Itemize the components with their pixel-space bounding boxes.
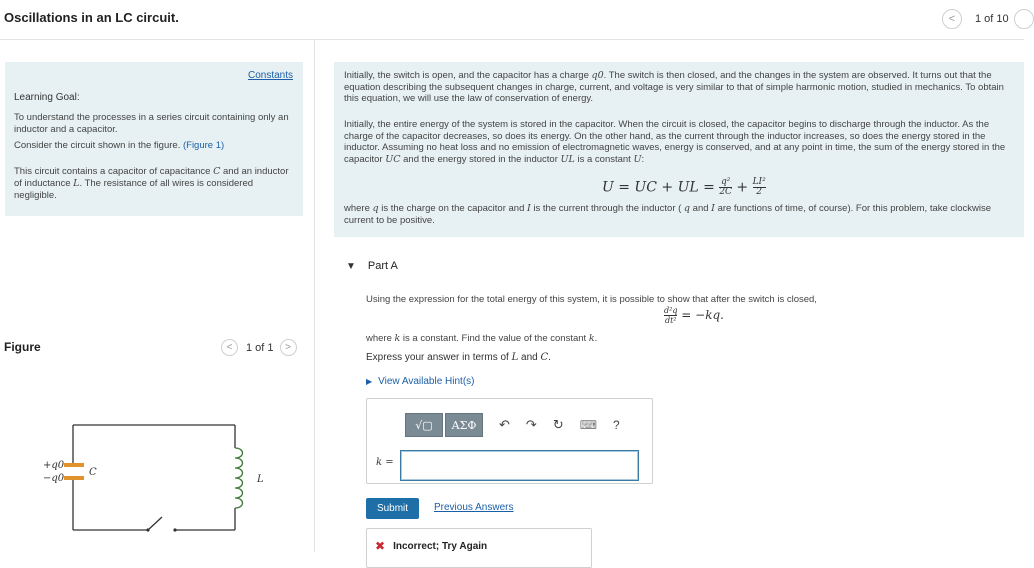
chevron-right-icon: > bbox=[285, 342, 291, 353]
part-a-toggle[interactable] bbox=[346, 260, 398, 272]
item-count: 1 of 10 bbox=[975, 13, 1009, 25]
energy-formula: U = UC + UL = $\frac{\text{q²}}{2C}$ + $\frac{\text{LI²}}{2}$ bbox=[602, 177, 766, 197]
capacitor-plate-top bbox=[64, 463, 84, 467]
intro-paragraph-2: Initially, the entire energy of the system is stored in the capacitor. When the circuit is closed, the capacitor begins to discharge through the inductor. As the charge of the capacitor decreases, so does its energy. On the other hand, as the current through the inductor increases, so does the energy stored in the inductor. Assuming no heat loss and no emission of electromagnetic waves, energy is conserved, and at any point in time, the sum of the energy stored in the capacitor UC and the energy stored in the inductor UL is a constant U: bbox=[344, 119, 1006, 165]
part-a-label: Part A bbox=[367, 260, 398, 272]
item-pager bbox=[942, 9, 1009, 29]
capacitor-label: C bbox=[89, 467, 97, 478]
constants-link[interactable]: Constants bbox=[247, 70, 293, 81]
switch-lever bbox=[148, 517, 162, 530]
figure-next-button[interactable] bbox=[280, 339, 297, 356]
view-hints-link[interactable]: ▶ View Available Hint(s) bbox=[366, 376, 475, 387]
answer-box bbox=[366, 398, 653, 484]
capacitor-plate-bottom bbox=[64, 476, 84, 480]
answer-input[interactable] bbox=[400, 450, 639, 481]
minus-q0-label: −q0 bbox=[43, 473, 65, 484]
question-text-1: Using the expression for the total energy of this system, it is possible to show that after the switch is closed, bbox=[366, 294, 817, 305]
templates-button[interactable]: √▢ bbox=[405, 413, 443, 437]
top-bar bbox=[0, 0, 1024, 40]
main-panel bbox=[316, 40, 1024, 552]
keyboard-icon[interactable]: ⌨ bbox=[579, 418, 598, 432]
lc-circuit-diagram bbox=[40, 420, 264, 540]
goal-text: To understand the processes in a series circuit containing only an inductor and a capacitor. bbox=[14, 112, 289, 135]
figure-prev-button[interactable] bbox=[221, 339, 238, 356]
greek-symbols-button[interactable]: ΑΣΦ bbox=[445, 413, 483, 437]
differential-equation: $\frac{\text{d²q}}{\text{dt²}}$ = −kq. bbox=[664, 306, 724, 325]
intro-paragraph-3: where q is the charge on the capacitor and I is the current through the inductor ( q and I are functions of time, of course). For this problem, take clockwise current to be positive. bbox=[344, 203, 992, 226]
submit-button[interactable]: Submit bbox=[366, 498, 419, 519]
answer-instructions: Express your answer in terms of L and C. bbox=[366, 352, 551, 363]
switch-pivot bbox=[146, 528, 149, 531]
redo-icon[interactable]: ↷ bbox=[525, 417, 537, 432]
help-icon[interactable]: ? bbox=[613, 418, 620, 432]
previous-item-button[interactable] bbox=[942, 9, 962, 29]
plus-q0-label: +q0 bbox=[43, 460, 65, 471]
undo-icon[interactable]: ↶ bbox=[499, 417, 510, 432]
figure-count: 1 of 1 bbox=[246, 341, 274, 354]
learning-goal-heading: Learning Goal: bbox=[14, 92, 80, 103]
circuit-description: This circuit contains a capacitor of capacitance C and an inductor of inductance L. The resistance of all wires is considered negligible. bbox=[14, 166, 289, 201]
page-title: Oscillations in an LC circuit. bbox=[4, 10, 179, 25]
caret-right-icon: ▶ bbox=[366, 377, 373, 386]
caret-down-icon: ▼ bbox=[346, 260, 356, 272]
previous-answers-link[interactable]: Previous Answers bbox=[434, 502, 514, 513]
question-text-2: where k is a constant. Find the value of the constant k. bbox=[366, 333, 598, 344]
feedback-box bbox=[366, 528, 592, 568]
reset-icon[interactable]: ↻ bbox=[552, 417, 564, 432]
switch-contact bbox=[173, 528, 176, 531]
inductor-coil bbox=[235, 448, 243, 508]
problem-intro-box bbox=[334, 62, 1024, 237]
intro-paragraph-1: Initially, the switch is open, and the capacitor has a charge q0. The switch is then closed, and the changes in the system are observed. It turns out that the equation describing the subsequent changes in charge, current, and voltage is very similar to that of simple harmonic motion, studied in mechanics. To obtain this equation, we will use the law of conservation of energy. bbox=[344, 70, 1004, 104]
figure-heading: Figure bbox=[4, 340, 41, 354]
left-panel bbox=[0, 40, 315, 552]
answer-variable-label: k = bbox=[376, 457, 394, 468]
math-toolbar bbox=[405, 413, 620, 437]
incorrect-icon: ✖ bbox=[375, 539, 386, 553]
learning-goal-box bbox=[5, 62, 303, 216]
next-item-button[interactable] bbox=[1014, 9, 1034, 29]
inductor-label: L bbox=[257, 474, 264, 485]
chevron-left-icon: < bbox=[226, 342, 233, 353]
figure-pager bbox=[221, 339, 297, 356]
consider-text: Consider the circuit shown in the figure. (Figure 1) bbox=[14, 140, 225, 151]
figure-link[interactable]: (Figure 1) bbox=[182, 140, 225, 151]
feedback-message: Incorrect; Try Again bbox=[393, 541, 488, 552]
chevron-left-icon: < bbox=[948, 13, 956, 25]
